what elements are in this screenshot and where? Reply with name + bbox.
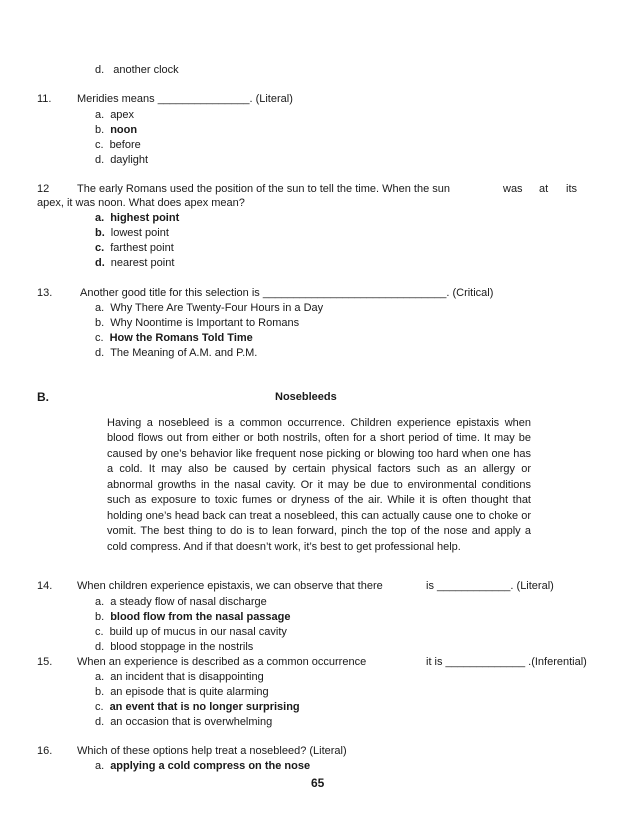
option-text: build up of mucus in our nasal cavity bbox=[109, 626, 287, 638]
option-text: daylight bbox=[110, 154, 149, 166]
option-letter: b. bbox=[95, 227, 105, 239]
q12-stem-was: was bbox=[503, 183, 523, 195]
option-text: lowest point bbox=[110, 227, 169, 239]
option-text: farthest point bbox=[110, 242, 174, 254]
q15-option-a bbox=[95, 671, 264, 684]
q13-option-a bbox=[95, 302, 323, 315]
option-letter: c. bbox=[95, 242, 105, 254]
option-letter: c. bbox=[95, 139, 104, 151]
q11-option-a bbox=[95, 109, 134, 122]
option-letter: b. bbox=[95, 124, 105, 136]
page-number: 65 bbox=[311, 776, 325, 790]
option-text: applying a cold compress on the nose bbox=[110, 760, 311, 772]
option-letter: d. bbox=[95, 641, 105, 653]
q12-option-a bbox=[95, 212, 179, 225]
q14-option-d bbox=[95, 641, 253, 654]
q13-stem: Another good title for this selection is ______________________________. (Critical) bbox=[80, 287, 494, 299]
q13-option-b bbox=[95, 317, 299, 330]
q15-option-c bbox=[95, 701, 300, 714]
option-letter: c. bbox=[95, 332, 104, 344]
option-text: noon bbox=[110, 124, 138, 136]
q11-option-d bbox=[95, 154, 148, 167]
option-text: nearest point bbox=[110, 257, 175, 269]
q12-stem-at: at bbox=[539, 183, 549, 195]
q10-option-d bbox=[95, 64, 179, 77]
q15-stem-part1: When an experience is described as a common occurrence bbox=[77, 656, 367, 668]
q14-option-c bbox=[95, 626, 287, 639]
q12-option-c bbox=[95, 242, 174, 255]
q12-option-d bbox=[95, 257, 174, 270]
option-letter: d. bbox=[95, 64, 105, 76]
option-text: an event that is no longer surprising bbox=[109, 701, 300, 713]
option-letter: b. bbox=[95, 611, 105, 623]
q14-option-b bbox=[95, 611, 291, 624]
option-letter: b. bbox=[95, 686, 105, 698]
option-text: before bbox=[109, 139, 141, 151]
q16-option-a bbox=[95, 760, 310, 773]
option-letter: b. bbox=[95, 317, 105, 329]
option-letter: a. bbox=[95, 212, 105, 224]
option-text: blood flow from the nasal passage bbox=[110, 611, 291, 623]
q14-stem-part2: is ____________. (Literal) bbox=[426, 580, 554, 592]
q16-number: 16. bbox=[37, 745, 53, 757]
q11-option-b bbox=[95, 124, 137, 137]
q12-stem-its: its bbox=[566, 183, 577, 195]
q15-option-b bbox=[95, 686, 269, 699]
option-letter: a. bbox=[95, 671, 105, 683]
option-letter: d. bbox=[95, 257, 105, 269]
option-text: blood stoppage in the nostrils bbox=[110, 641, 254, 653]
option-letter: a. bbox=[95, 302, 105, 314]
section-label: B. bbox=[37, 390, 49, 404]
q11-stem: Meridies means _______________. (Literal) bbox=[77, 93, 293, 105]
q13-option-c bbox=[95, 332, 253, 345]
q12-number: 12 bbox=[37, 183, 50, 195]
option-text: an episode that is quite alarming bbox=[110, 686, 269, 698]
q14-number: 14. bbox=[37, 580, 53, 592]
option-text: an incident that is disappointing bbox=[110, 671, 264, 683]
option-letter: a. bbox=[95, 109, 105, 121]
option-text: an occasion that is overwhelming bbox=[110, 716, 273, 728]
option-letter: a. bbox=[95, 596, 105, 608]
option-letter: c. bbox=[95, 626, 104, 638]
q12-option-b bbox=[95, 227, 169, 240]
option-text: How the Romans Told Time bbox=[109, 332, 253, 344]
q16-stem: Which of these options help treat a nosebleed? (Literal) bbox=[77, 745, 347, 757]
passage-text: Having a nosebleed is a common occurrence. Children experience epistaxis when blood flows out from either or both nostrils, often for a short period of time. It may be caused by one’s behavior like frequent nose picking or blowing too hard when one has a cold. It may also be caused by certain physical factors such as an allergy or abnormal growths in the nasal cavity. Or it may be due to environmental conditions such as exposure to toxic fumes or dryness of the air. While it is often thought that holding one’s head back can treat a nosebleed, this can actually cause one to choke or vomit. The best thing to do is to lean forward, pinch the top of the nose and apply a cold compress. And if that doesn’t work, it’s best to get professional help. bbox=[107, 417, 531, 553]
q14-option-a bbox=[95, 596, 267, 609]
option-letter: d. bbox=[95, 347, 105, 359]
option-text: another clock bbox=[113, 64, 179, 76]
option-text: apex bbox=[110, 109, 135, 121]
option-text: highest point bbox=[110, 212, 180, 224]
q13-number: 13. bbox=[37, 287, 53, 299]
option-letter: a. bbox=[95, 760, 105, 772]
q14-stem-part1: When children experience epistaxis, we can observe that there bbox=[77, 580, 383, 592]
q15-stem-part2: it is _____________ .(Inferential) bbox=[426, 656, 587, 668]
option-letter: c. bbox=[95, 701, 104, 713]
q11-number: 11. bbox=[37, 93, 52, 105]
option-text: Why There Are Twenty-Four Hours in a Day bbox=[110, 302, 324, 314]
option-letter: d. bbox=[95, 716, 105, 728]
q15-option-d bbox=[95, 716, 272, 729]
option-text: The Meaning of A.M. and P.M. bbox=[110, 347, 258, 359]
option-text: Why Noontime is Important to Romans bbox=[110, 317, 300, 329]
option-letter: d. bbox=[95, 154, 105, 166]
q15-number: 15. bbox=[37, 656, 53, 668]
q12-stem-part1: The early Romans used the position of the sun to tell the time. When the sun bbox=[77, 183, 450, 195]
q12-stem-line2: apex, it was noon. What does apex mean? bbox=[37, 197, 245, 209]
option-text: a steady flow of nasal discharge bbox=[110, 596, 267, 608]
section-title: Nosebleeds bbox=[275, 391, 337, 403]
q13-option-d bbox=[95, 347, 257, 360]
q11-option-c bbox=[95, 139, 141, 152]
